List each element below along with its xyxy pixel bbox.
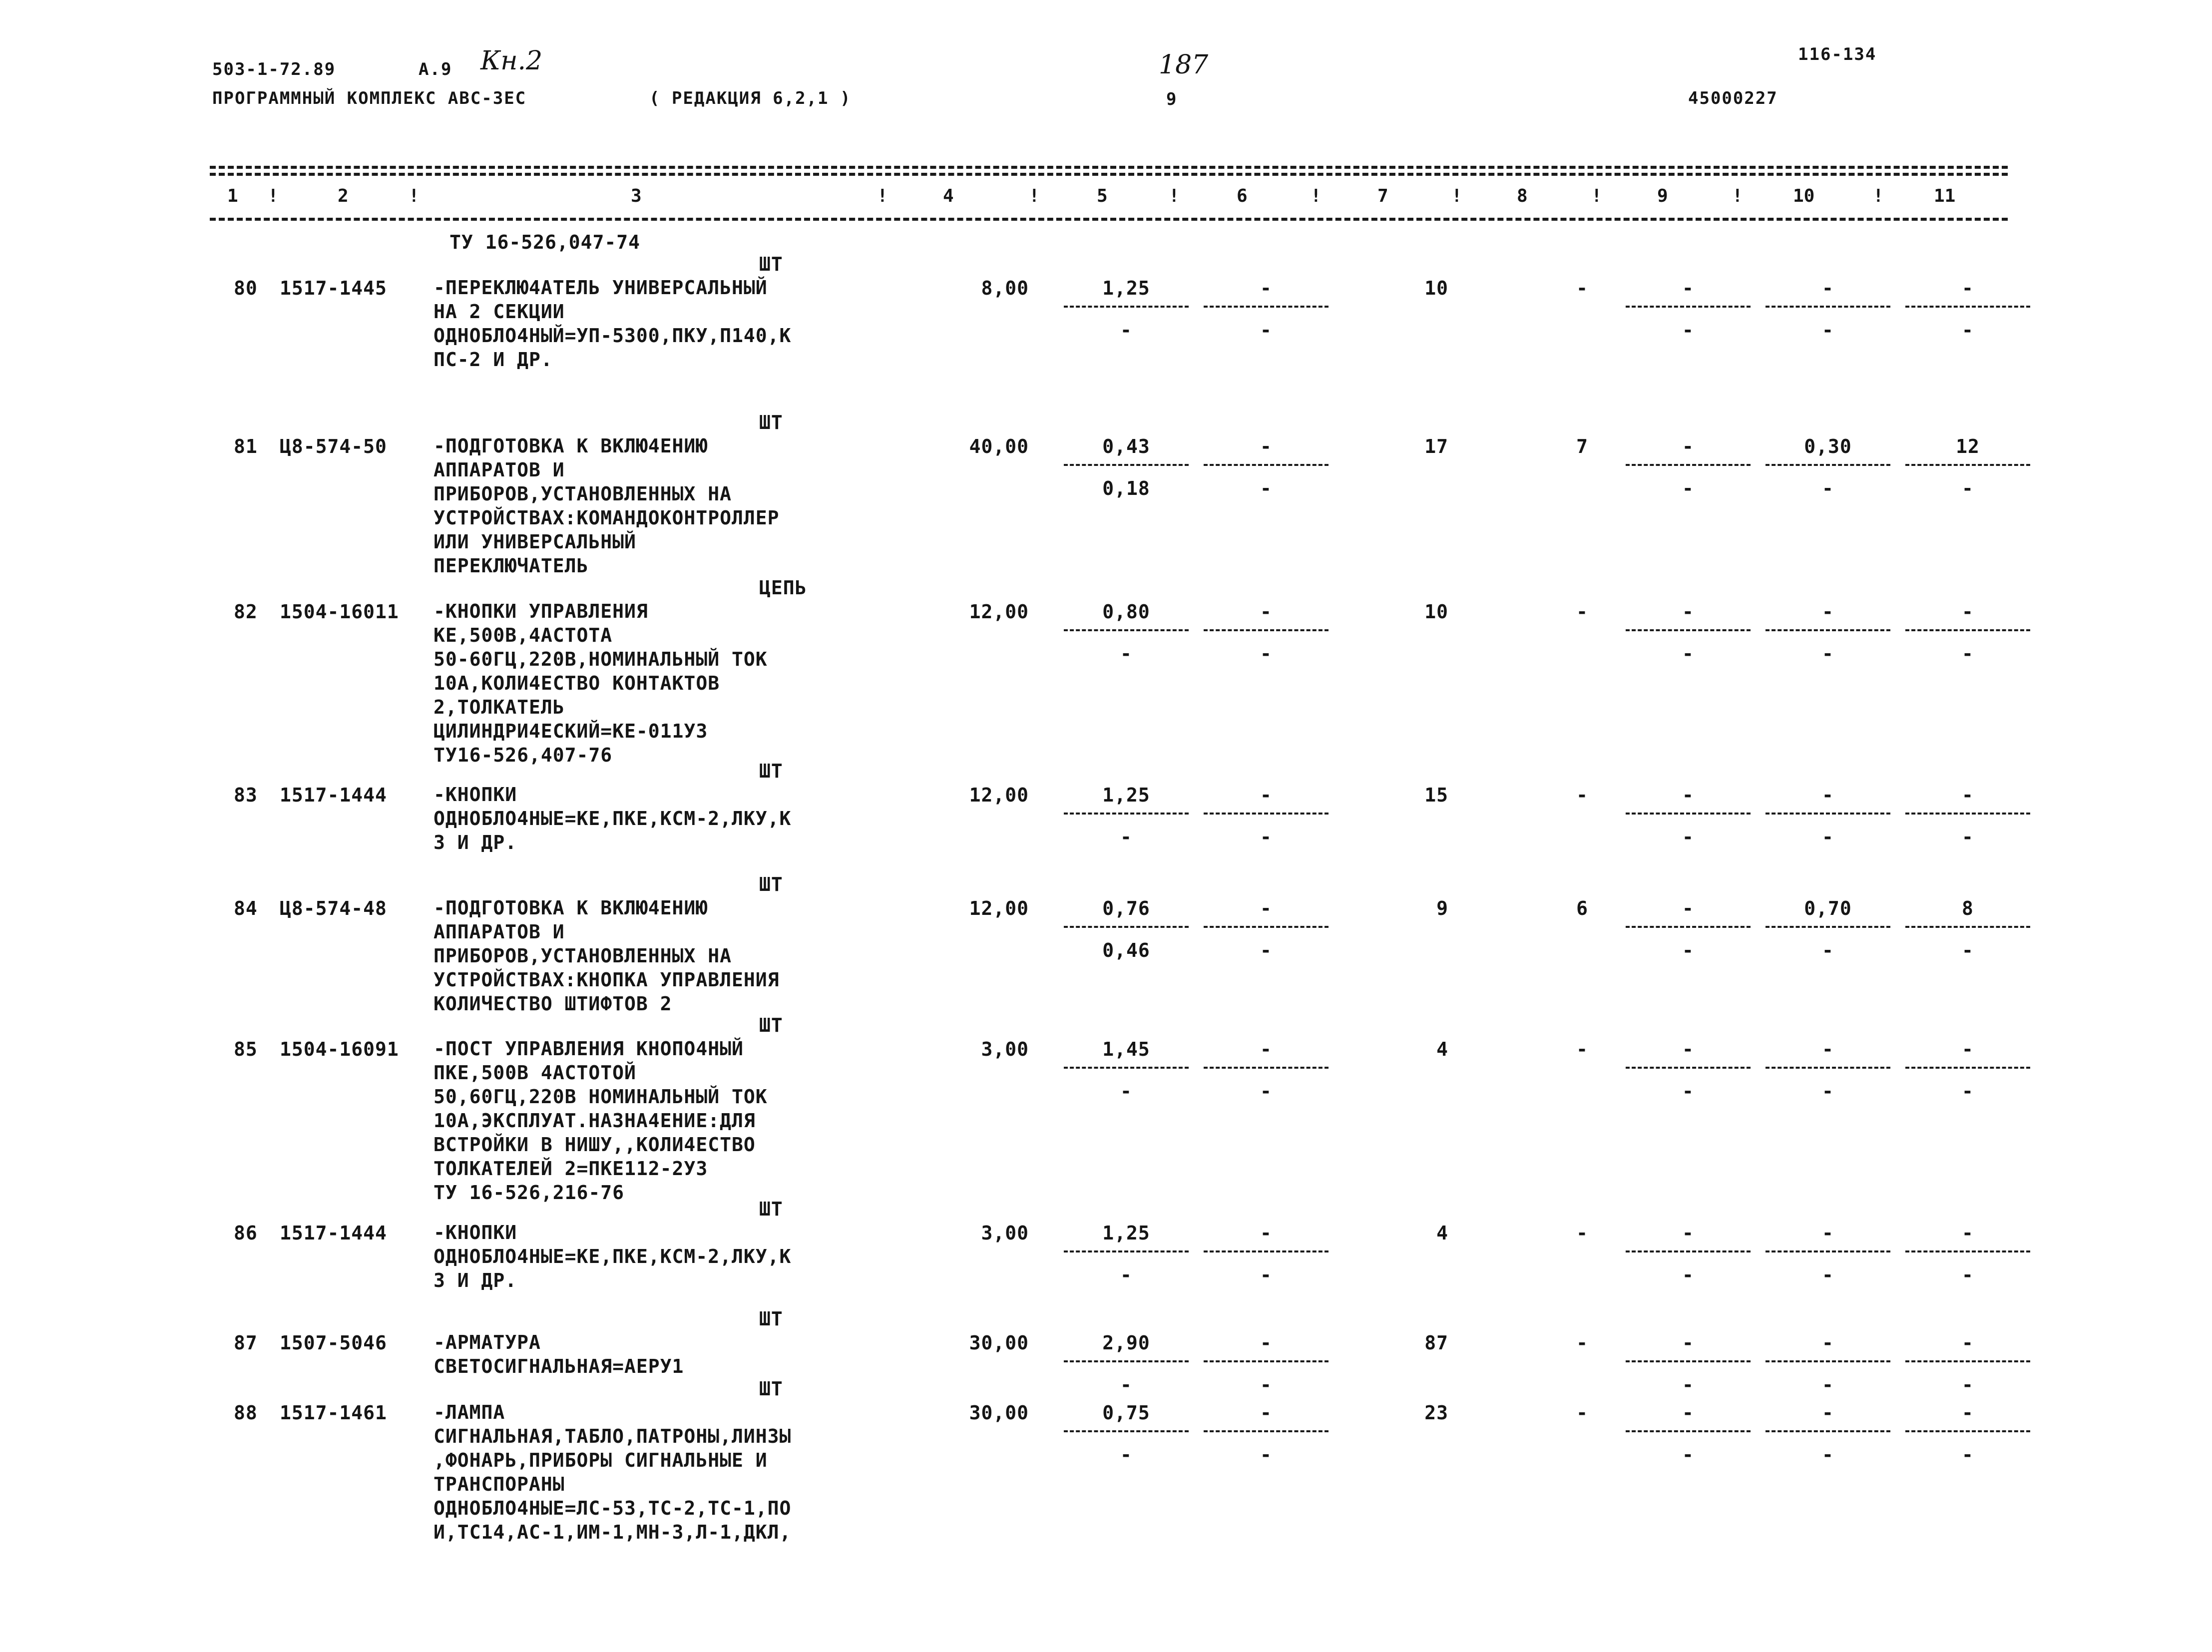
row-number: 88	[234, 1402, 258, 1424]
unit-label: ШТ	[759, 412, 783, 433]
item-description: -ЛАМПА СИГНАЛЬНАЯ,ТАБЛО,ПАТРОНЫ,ЛИНЗЫ ,ФОНАРЬ,ПРИБОРЫ СИГНАЛЬНЫЕ И ТРАНСПОРАНЫ ОДНОБЛО4НЫЕ=ЛС-53,ТС-2,ТС-1,ПО И,ТС14,АС-1,ИМ-1,МН-3,Л-1,ДКЛ,	[434, 1401, 792, 1543]
col-8-value: -	[1576, 601, 1588, 623]
col-7-value: 10	[1424, 601, 1448, 623]
c10-bottom-value: -	[1822, 1080, 1834, 1102]
unit-label: ШТ	[759, 873, 783, 895]
row-number: 84	[234, 897, 258, 919]
c6-bottom-value: -	[1260, 1374, 1272, 1396]
c5-top-value: 0,76	[1102, 897, 1150, 919]
c6-top-value: -	[1260, 784, 1272, 806]
col-8-value: -	[1576, 784, 1588, 806]
c9-top-value: -	[1682, 1222, 1694, 1244]
c5-bottom-value: -	[1120, 319, 1132, 341]
col-4-value: 8,00	[981, 277, 1029, 299]
c6-fraction-rule	[1204, 464, 1328, 466]
c9-top-value: -	[1682, 277, 1694, 299]
column-separator: !	[1873, 186, 1884, 206]
c6-bottom-value: -	[1260, 477, 1272, 499]
program-line: ПРОГРАММНЫЙ КОМПЛЕКС АВС-3ЕС	[212, 88, 527, 108]
c10-bottom-value: -	[1822, 1374, 1834, 1396]
c10-fraction-rule	[1766, 1250, 1890, 1252]
c9-fraction-rule	[1626, 926, 1751, 928]
c11-bottom-value: -	[1962, 1444, 1974, 1466]
col-4-value: 40,00	[969, 435, 1029, 457]
c9-bottom-value: -	[1682, 939, 1694, 961]
item-code: 1517-1445	[280, 277, 387, 299]
col-4-value: 12,00	[969, 601, 1029, 623]
column-separator: !	[1029, 186, 1040, 206]
c9-top-value: -	[1682, 1038, 1694, 1060]
column-2-header: 2	[338, 186, 349, 206]
c10-top-value: 0,30	[1804, 435, 1852, 457]
c11-fraction-rule	[1905, 464, 2030, 466]
col-4-value: 12,00	[969, 784, 1029, 806]
column-5-header: 5	[1097, 186, 1108, 206]
unit-label: ШТ	[759, 253, 783, 275]
c6-top-value: -	[1260, 1038, 1272, 1060]
c11-bottom-value: -	[1962, 319, 1974, 341]
sheet-code: 116-134	[1798, 44, 1877, 64]
c9-bottom-value: -	[1682, 1264, 1694, 1286]
c10-top-value: -	[1822, 277, 1834, 299]
c5-fraction-rule	[1064, 1430, 1189, 1432]
c11-top-value: -	[1962, 601, 1974, 623]
c9-top-value: -	[1682, 897, 1694, 919]
c5-top-value: 2,90	[1102, 1332, 1150, 1354]
column-3-header: 3	[631, 186, 642, 206]
col-8-value: -	[1576, 1038, 1588, 1060]
unit-label: ШТ	[759, 1014, 783, 1036]
col-8-value: -	[1576, 277, 1588, 299]
c5-fraction-rule	[1064, 926, 1189, 928]
c6-top-value: -	[1260, 1332, 1272, 1354]
c10-bottom-value: -	[1822, 319, 1834, 341]
column-separator: !	[1732, 186, 1743, 206]
c11-fraction-rule	[1905, 629, 2030, 631]
col-7-value: 4	[1436, 1222, 1448, 1244]
c10-top-value: -	[1822, 1038, 1834, 1060]
col-4-value: 3,00	[981, 1222, 1029, 1244]
c5-bottom-value: -	[1120, 826, 1132, 848]
c9-fraction-rule	[1626, 464, 1751, 466]
c6-bottom-value: -	[1260, 1080, 1272, 1102]
unit-label: ШТ	[759, 760, 783, 782]
row-number: 86	[234, 1222, 258, 1244]
c6-fraction-rule	[1204, 1430, 1328, 1432]
c10-bottom-value: -	[1822, 939, 1834, 961]
c5-fraction-rule	[1064, 1067, 1189, 1069]
c10-top-value: -	[1822, 601, 1834, 623]
col-8-value: -	[1576, 1332, 1588, 1354]
c5-bottom-value: -	[1120, 643, 1132, 665]
item-description: -ПОДГОТОВКА К ВКЛЮ4ЕНИЮ АППАРАТОВ И ПРИБОРОВ,УСТАНОВЛЕННЫХ НА УСТРОЙСТВАХ:КНОПКА УПРАВЛЕНИЯ КОЛИЧЕСТВО ШТИФТОВ 2	[434, 897, 780, 1015]
col-8-value: -	[1576, 1402, 1588, 1424]
c5-fraction-rule	[1064, 813, 1189, 815]
c6-top-value: -	[1260, 897, 1272, 919]
column-8-header: 8	[1517, 186, 1528, 206]
col-7-value: 10	[1424, 277, 1448, 299]
column-separator: !	[1169, 186, 1180, 206]
row-number: 87	[234, 1332, 258, 1354]
c6-fraction-rule	[1204, 1067, 1328, 1069]
unit-label: ШТ	[759, 1198, 783, 1220]
c6-top-value: -	[1260, 1222, 1272, 1244]
book-handwritten: Кн.2	[480, 46, 543, 76]
column-1-header: 1	[227, 186, 238, 206]
item-description: -ПОСТ УПРАВЛЕНИЯ КНОПО4НЫЙ ПКЕ,500В 4АСТОТОЙ 50,60ГЦ,220В НОМИНАЛЬНЫЙ ТОК 10А,ЭКСПЛУАТ.НАЗНА4ЕНИЕ:ДЛЯ ВСТРОЙКИ В НИШУ,,КОЛИ4ЕСТВО ТОЛКАТЕЛЕЙ 2=ПКЕ112-2У3 ТУ 16-526,216-76	[434, 1038, 768, 1204]
column-separator: !	[1591, 186, 1602, 206]
item-code: 1504-16011	[280, 601, 399, 623]
c11-top-value: -	[1962, 1038, 1974, 1060]
item-code: 1507-5046	[280, 1332, 387, 1354]
c10-fraction-rule	[1766, 306, 1890, 308]
c10-bottom-value: -	[1822, 1444, 1834, 1466]
column-separator: !	[409, 186, 420, 206]
c11-bottom-value: -	[1962, 1264, 1974, 1286]
c9-bottom-value: -	[1682, 826, 1694, 848]
row-number: 83	[234, 784, 258, 806]
c10-bottom-value: -	[1822, 477, 1834, 499]
c5-bottom-value: -	[1120, 1444, 1132, 1466]
col-8-value: 6	[1576, 897, 1588, 919]
column-10-header: 10	[1793, 186, 1815, 206]
c6-bottom-value: -	[1260, 1444, 1272, 1466]
item-description: -ПОДГОТОВКА К ВКЛЮ4ЕНИЮ АППАРАТОВ И ПРИБОРОВ,УСТАНОВЛЕННЫХ НА УСТРОЙСТВАХ:КОМАНДОКОНТРОЛЛЕР ИЛИ УНИВЕРСАЛЬНЫЙ ПЕРЕКЛЮЧАТЕЛЬ	[434, 435, 780, 577]
column-separator: !	[268, 186, 279, 206]
c11-top-value: -	[1962, 1402, 1974, 1424]
c9-bottom-value: -	[1682, 643, 1694, 665]
col-4-value: 3,00	[981, 1038, 1029, 1060]
c9-bottom-value: -	[1682, 1080, 1694, 1102]
c5-bottom-value: -	[1120, 1080, 1132, 1102]
unit-label: ШТ	[759, 1378, 783, 1400]
c5-fraction-rule	[1064, 464, 1189, 466]
c6-bottom-value: -	[1260, 1264, 1272, 1286]
item-description: -КНОПКИ ОДНОБЛО4НЫЕ=КЕ,ПКЕ,КСМ-2,ЛКУ,К 3 И ДР.	[434, 784, 792, 853]
c10-bottom-value: -	[1822, 643, 1834, 665]
c9-fraction-rule	[1626, 306, 1751, 308]
c11-fraction-rule	[1905, 813, 2030, 815]
c11-fraction-rule	[1905, 1067, 2030, 1069]
c5-bottom-value: 0,18	[1102, 477, 1150, 499]
c11-bottom-value: -	[1962, 1374, 1974, 1396]
col-7-value: 4	[1436, 1038, 1448, 1060]
item-description: -КНОПКИ ОДНОБЛО4НЫЕ=КЕ,ПКЕ,КСМ-2,ЛКУ,К 3 И ДР.	[434, 1222, 792, 1291]
col-4-value: 30,00	[969, 1332, 1029, 1354]
c9-fraction-rule	[1626, 1430, 1751, 1432]
c5-fraction-rule	[1064, 1360, 1189, 1362]
c6-bottom-value: -	[1260, 939, 1272, 961]
c11-fraction-rule	[1905, 306, 2030, 308]
row-number: 80	[234, 277, 258, 299]
c6-top-value: -	[1260, 277, 1272, 299]
c11-bottom-value: -	[1962, 477, 1974, 499]
col-7-value: 23	[1424, 1402, 1448, 1424]
c11-top-value: -	[1962, 277, 1974, 299]
c9-bottom-value: -	[1682, 319, 1694, 341]
c5-top-value: 0,75	[1102, 1402, 1150, 1424]
edition-label: ( РЕДАКЦИЯ 6,2,1 )	[649, 88, 852, 108]
item-description: -КНОПКИ УПРАВЛЕНИЯ КЕ,500В,4АСТОТА 50-60ГЦ,220В,НОМИНАЛЬНЫЙ ТОК 10А,КОЛИ4ЕСТВО КОНТАКТОВ 2,ТОЛКАТЕЛЬ ЦИЛИНДРИ4ЕСКИЙ=КЕ-011У3 ТУ16-526,407-76	[434, 600, 768, 766]
c10-top-value: 0,70	[1804, 897, 1852, 919]
c10-top-value: -	[1822, 1332, 1834, 1354]
col-8-value: -	[1576, 1222, 1588, 1244]
c5-fraction-rule	[1064, 1250, 1189, 1252]
c6-top-value: -	[1260, 601, 1272, 623]
c11-fraction-rule	[1905, 1250, 2030, 1252]
item-code: 1517-1444	[280, 784, 387, 806]
c5-bottom-value: -	[1120, 1264, 1132, 1286]
c11-top-value: 12	[1956, 435, 1980, 457]
col-7-value: 87	[1424, 1332, 1448, 1354]
page-number-handwritten: 187	[1159, 50, 1209, 80]
sheet-index: 9	[1166, 89, 1178, 109]
column-4-header: 4	[943, 186, 954, 206]
c5-top-value: 1,25	[1102, 277, 1150, 299]
doc-code: 503-1-72.89	[212, 59, 336, 79]
c11-bottom-value: -	[1962, 939, 1974, 961]
lead-line: ТУ 16-526,047-74	[449, 231, 641, 253]
c9-fraction-rule	[1626, 1250, 1751, 1252]
c5-top-value: 1,25	[1102, 1222, 1150, 1244]
c10-fraction-rule	[1766, 926, 1890, 928]
unit-label: ШТ	[759, 1308, 783, 1330]
item-code: 1517-1444	[280, 1222, 387, 1244]
c6-fraction-rule	[1204, 926, 1328, 928]
column-11-header: 11	[1934, 186, 1956, 206]
c6-bottom-value: -	[1260, 319, 1272, 341]
c10-top-value: -	[1822, 1402, 1834, 1424]
c10-fraction-rule	[1766, 1067, 1890, 1069]
c11-bottom-value: -	[1962, 643, 1974, 665]
c5-top-value: 1,45	[1102, 1038, 1150, 1060]
c11-bottom-value: -	[1962, 1080, 1974, 1102]
c9-fraction-rule	[1626, 1360, 1751, 1362]
c6-fraction-rule	[1204, 1250, 1328, 1252]
c11-fraction-rule	[1905, 926, 2030, 928]
c5-fraction-rule	[1064, 629, 1189, 631]
row-number: 81	[234, 435, 258, 457]
c6-bottom-value: -	[1260, 826, 1272, 848]
item-description: -ПЕРЕКЛЮ4АТЕЛЬ УНИВЕРСАЛЬНЫЙ НА 2 СЕКЦИИ ОДНОБЛО4НЫЙ=УП-5300,ПКУ,П140,К ПС-2 И ДР.	[434, 277, 792, 371]
row-number: 82	[234, 601, 258, 623]
col-4-value: 30,00	[969, 1402, 1029, 1424]
c9-bottom-value: -	[1682, 477, 1694, 499]
item-code: Ц8-574-50	[280, 435, 387, 457]
c5-top-value: 0,80	[1102, 601, 1150, 623]
column-separator: !	[1451, 186, 1462, 206]
item-description: -АРМАТУРА СВЕТОСИГНАЛЬНАЯ=АЕРУ1	[434, 1331, 684, 1377]
c10-fraction-rule	[1766, 1430, 1890, 1432]
col-8-value: 7	[1576, 435, 1588, 457]
c5-bottom-value: -	[1120, 1374, 1132, 1396]
table-top-rule-2	[210, 173, 2008, 176]
item-code: 1517-1461	[280, 1402, 387, 1424]
row-number: 85	[234, 1038, 258, 1060]
c11-top-value: 8	[1962, 897, 1974, 919]
c9-top-value: -	[1682, 1402, 1694, 1424]
table-top-rule	[210, 166, 2008, 169]
c9-top-value: -	[1682, 435, 1694, 457]
album-label: А.9	[419, 59, 452, 79]
c10-fraction-rule	[1766, 629, 1890, 631]
column-9-header: 9	[1657, 186, 1668, 206]
col-7-value: 17	[1424, 435, 1448, 457]
c9-bottom-value: -	[1682, 1374, 1694, 1396]
c5-top-value: 1,25	[1102, 784, 1150, 806]
c11-fraction-rule	[1905, 1430, 2030, 1432]
c6-top-value: -	[1260, 1402, 1272, 1424]
header-bottom-rule	[210, 218, 2008, 221]
document-number: 45000227	[1688, 88, 1778, 108]
c11-top-value: -	[1962, 1222, 1974, 1244]
unit-label: ЦЕПЬ	[759, 577, 807, 599]
c11-top-value: -	[1962, 1332, 1974, 1354]
c10-fraction-rule	[1766, 1360, 1890, 1362]
c9-fraction-rule	[1626, 629, 1751, 631]
c11-bottom-value: -	[1962, 826, 1974, 848]
c6-fraction-rule	[1204, 1360, 1328, 1362]
col-4-value: 12,00	[969, 897, 1029, 919]
c10-top-value: -	[1822, 784, 1834, 806]
c10-top-value: -	[1822, 1222, 1834, 1244]
c11-top-value: -	[1962, 784, 1974, 806]
column-separator: !	[877, 186, 888, 206]
c9-top-value: -	[1682, 1332, 1694, 1354]
item-code: 1504-16091	[280, 1038, 399, 1060]
c9-fraction-rule	[1626, 1067, 1751, 1069]
column-separator: !	[1311, 186, 1322, 206]
c6-fraction-rule	[1204, 306, 1328, 308]
c9-top-value: -	[1682, 784, 1694, 806]
c11-fraction-rule	[1905, 1360, 2030, 1362]
col-7-value: 15	[1424, 784, 1448, 806]
c9-bottom-value: -	[1682, 1444, 1694, 1466]
c6-fraction-rule	[1204, 813, 1328, 815]
item-code: Ц8-574-48	[280, 897, 387, 919]
c6-top-value: -	[1260, 435, 1272, 457]
col-7-value: 9	[1436, 897, 1448, 919]
c5-bottom-value: 0,46	[1102, 939, 1150, 961]
c9-fraction-rule	[1626, 813, 1751, 815]
c10-bottom-value: -	[1822, 1264, 1834, 1286]
c6-bottom-value: -	[1260, 643, 1272, 665]
c9-top-value: -	[1682, 601, 1694, 623]
c5-top-value: 0,43	[1102, 435, 1150, 457]
c10-fraction-rule	[1766, 464, 1890, 466]
c10-bottom-value: -	[1822, 826, 1834, 848]
c6-fraction-rule	[1204, 629, 1328, 631]
c10-fraction-rule	[1766, 813, 1890, 815]
column-7-header: 7	[1377, 186, 1388, 206]
column-6-header: 6	[1237, 186, 1248, 206]
c5-fraction-rule	[1064, 306, 1189, 308]
